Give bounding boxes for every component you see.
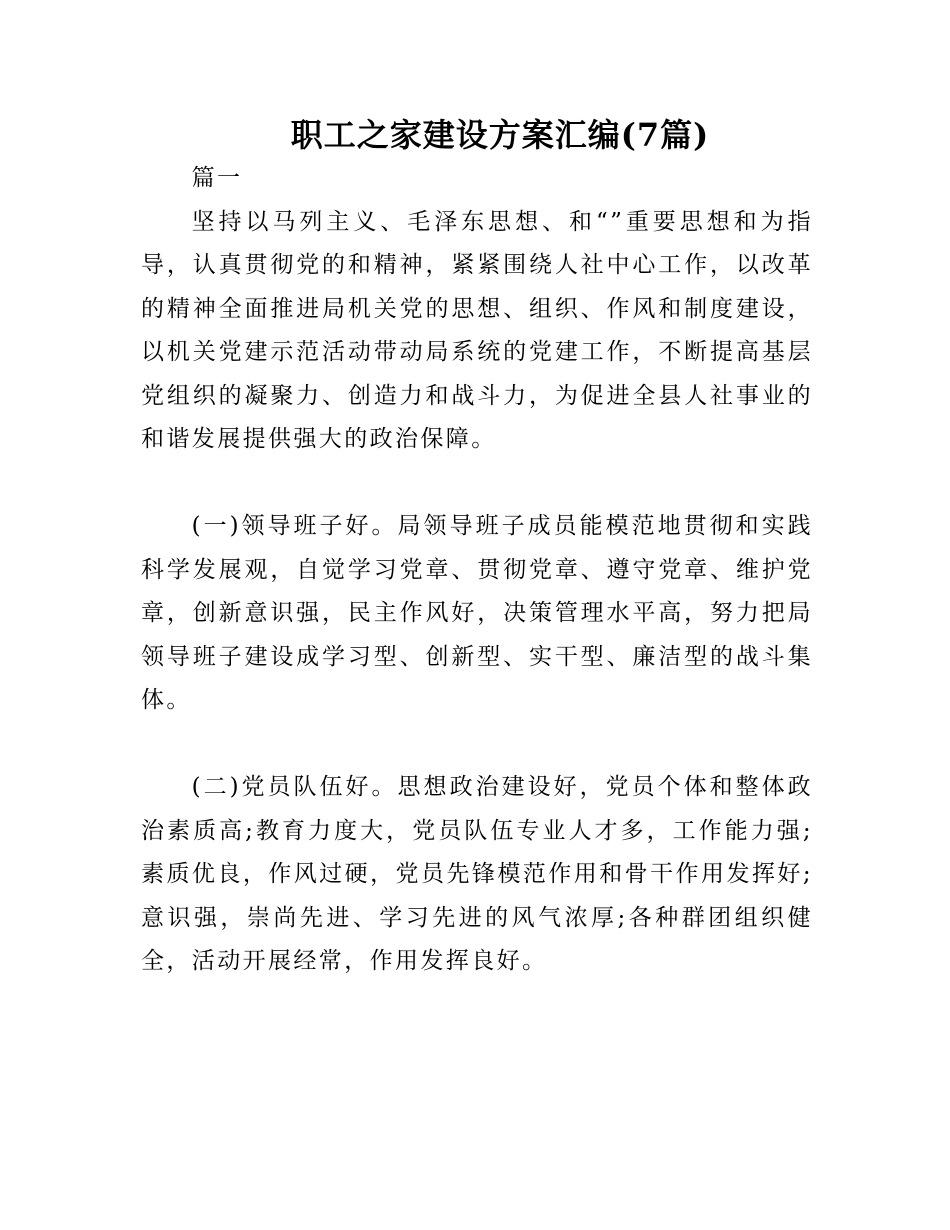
paragraph-gap	[141, 462, 813, 506]
document-body	[141, 157, 813, 984]
document-title: 职工之家建设方案汇编(7篇)	[290, 116, 710, 154]
paragraph-leadership: (一)领导班子好。局领导班子成员能模范地贯彻和实践科学发展观，自觉学习党章、贯彻党章、遵守党章、维护党章，创新意识强，民主作风好，决策管理水平高，努力把局领导班子建设成学习型、创新型、实干型、廉洁型的战斗集体。	[141, 513, 813, 713]
paragraph-intro: 坚持以马列主义、毛泽东思想、和“”重要思想和为指导，认真贯彻党的和精神，紧紧围绕人社中心工作，以改革的精神全面推进局机关党的思想、组织、作风和制度建设，以机关党建示范活动带动局系统的党建工作，不断提高基层党组织的凝聚力、创造力和战斗力，为促进全县人社事业的和谐发展提供强大的政治保障。	[141, 208, 813, 452]
paragraph-party-members: (二)党员队伍好。思想政治建设好，党员个体和整体政治素质高;教育力度大，党员队伍专业人才多，工作能力强;素质优良，作风过硬，党员先锋模范作用和骨干作用发挥好;意识强，崇尚先进、学习先进的风气浓厚;各种群团组织健全，活动开展经常，作用发挥良好。	[141, 774, 813, 974]
section-label: 篇一	[191, 165, 243, 191]
paragraph-gap	[141, 723, 813, 767]
